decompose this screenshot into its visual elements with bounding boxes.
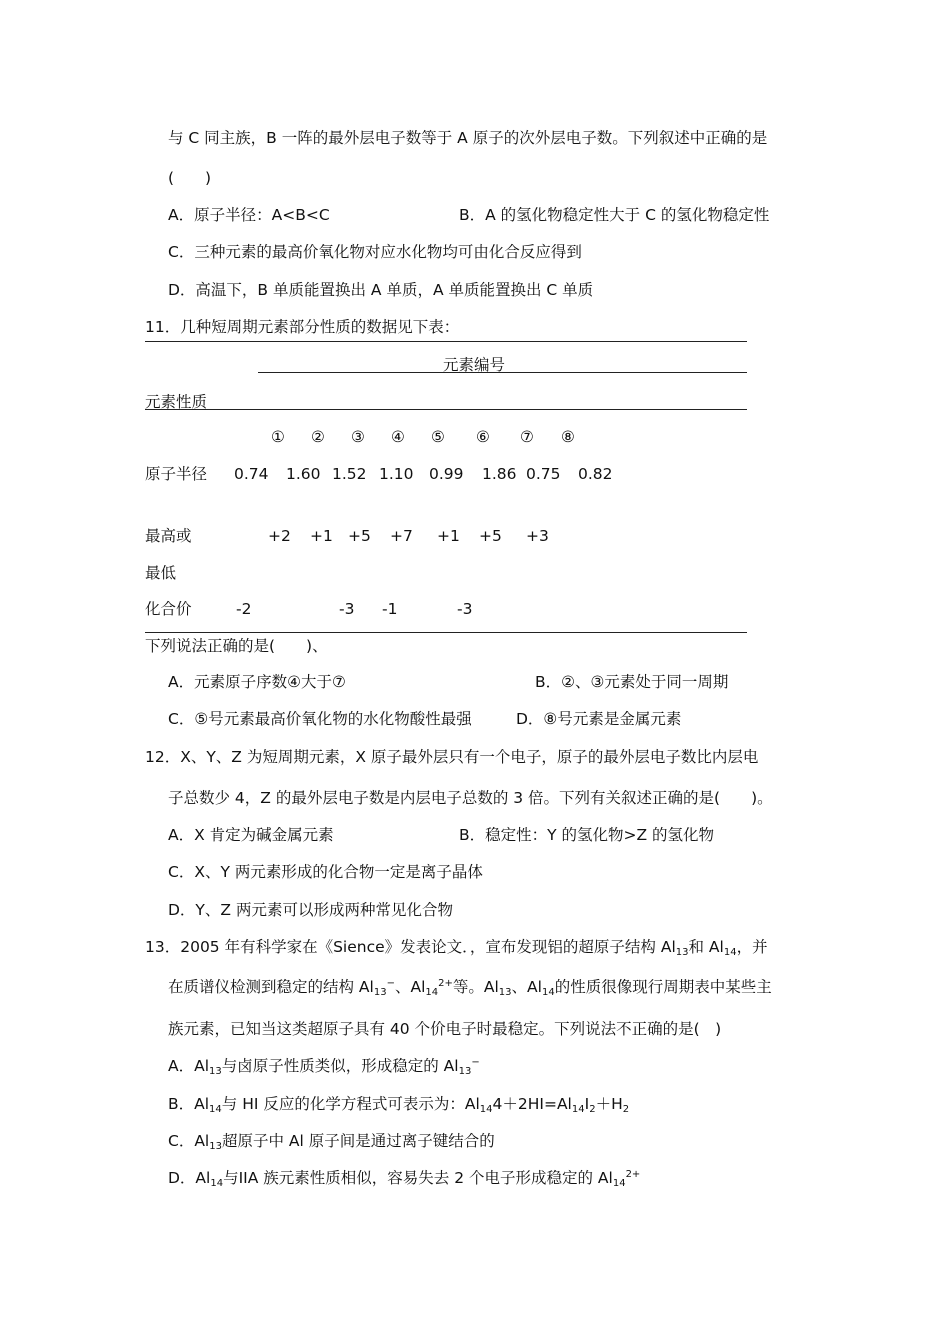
element-id-2: ② <box>311 428 325 446</box>
q12-option-d: D．Y、Z 两元素可以形成两种常见化合物 <box>168 901 453 919</box>
radius-value: 1.60 <box>286 465 321 483</box>
radius-value: 0.99 <box>429 465 464 483</box>
q13-stem-line-3: 族元素，已知当这类超原子具有 40 个价电子时最稳定。下列说法不正确的是( ) <box>168 1020 722 1038</box>
q11-stem: 11．几种短周期元素部分性质的数据见下表： <box>145 318 460 336</box>
q12-option-c: C．X、Y 两元素形成的化合物一定是离子晶体 <box>168 863 483 881</box>
min-valence: -2 <box>236 600 252 618</box>
q11-option-d: D．⑧号元素是金属元素 <box>516 710 682 728</box>
q12-stem-line-2: 子总数少 4，Z 的最外层电子数是内层电子总数的 3 倍。下列有关叙述正确的是( )。 <box>168 789 773 807</box>
radius-value: 0.82 <box>578 465 613 483</box>
q12-stem-line-1: 12．X、Y、Z 为短周期元素，X 原子最外层只有一个电子，原子的最外层电子数比内层电 <box>145 748 759 766</box>
table-header-rule <box>258 372 747 373</box>
q11-option-c: C．⑤号元素最高价氧化物的水化物酸性最强 <box>168 710 472 728</box>
q12-option-a: A．X 肯定为碱金属元素 <box>168 826 334 844</box>
max-valence: +5 <box>479 527 502 545</box>
min-valence: -3 <box>339 600 355 618</box>
q10-option-d: D．高温下，B 单质能置换出 A 单质，A 单质能置换出 C 单质 <box>168 281 594 299</box>
q10-answer-paren: ( ) <box>168 169 212 187</box>
element-id-8: ⑧ <box>561 428 575 446</box>
max-valence: +1 <box>310 527 333 545</box>
valence-row-label-3: 化合价 <box>145 600 192 618</box>
valence-row-label-1: 最高或 <box>145 527 192 545</box>
max-valence: +2 <box>268 527 291 545</box>
q11-option-b: B．②、③元素处于同一周期 <box>535 673 729 691</box>
radius-value: 1.86 <box>482 465 517 483</box>
element-id-1: ① <box>271 428 285 446</box>
q12-option-b: B．稳定性：Y 的氢化物>Z 的氢化物 <box>459 826 715 844</box>
table-header-group: 元素编号 <box>443 356 506 374</box>
radius-value: 0.75 <box>526 465 561 483</box>
radius-value: 1.52 <box>332 465 367 483</box>
q10-option-c: C．三种元素的最高价氧化物对应水化物均可由化合反应得到 <box>168 243 582 261</box>
radius-row-label: 原子半径 <box>145 465 208 483</box>
min-valence: -1 <box>382 600 398 618</box>
max-valence: +7 <box>390 527 413 545</box>
max-valence: +3 <box>526 527 549 545</box>
q10-stem-continuation: 与 C 同主族，B 一阵的最外层电子数等于 A 原子的次外层电子数。下列叙述中正确的是 <box>168 129 768 147</box>
q13-stem-line-1: 13．2005 年有科学家在《Sience》发表论文．，宣布发现铝的超原子结构 $Al_{13}$和 $Al_{14}$，并 <box>145 938 768 958</box>
q13-option-b: B．$Al_{14}$与 HI 反应的化学方程式可表示为：$Al_{14}4+2HI=Al_{14}I_2+H_2$ <box>168 1095 630 1115</box>
table-top-rule <box>145 341 747 342</box>
radius-value: 0.74 <box>234 465 269 483</box>
min-valence: -3 <box>457 600 473 618</box>
q11-option-a: A．元素原子序数④大于⑦ <box>168 673 346 691</box>
max-valence: +5 <box>348 527 371 545</box>
element-id-5: ⑤ <box>431 428 445 446</box>
element-id-7: ⑦ <box>520 428 534 446</box>
max-valence: +1 <box>437 527 460 545</box>
q10-option-a: A．原子半径：A<B<C <box>168 206 330 224</box>
q11-prompt: 下列说法正确的是( )、 <box>145 637 328 655</box>
element-id-4: ④ <box>391 428 405 446</box>
q13-option-d: D．$Al_{14}$与IIA 族元素性质相似，容易失去 2 个电子形成稳定的 $Al_{14}^{2+}$ <box>168 1169 641 1189</box>
element-id-3: ③ <box>351 428 365 446</box>
table-bottom-rule <box>145 632 747 633</box>
q10-option-b: B．A 的氢化物稳定性大于 C 的氢化物稳定性 <box>459 206 770 224</box>
radius-value: 1.10 <box>379 465 414 483</box>
table-head-bottom-rule <box>145 409 747 410</box>
valence-row-label-2: 最低 <box>145 564 177 582</box>
element-id-6: ⑥ <box>476 428 490 446</box>
q13-stem-line-2: 在质谱仪检测到稳定的结构 $Al_{13}^-$、$Al_{14}^{2+}$等。$Al_{13}$、$Al_{14}$的性质很像现行周期表中某些主 <box>168 978 772 998</box>
q13-option-c: C．$Al_{13}$超原子中 Al 原子间是通过离子键结合的 <box>168 1132 495 1152</box>
q13-option-a: A．$Al_{13}$与卤原子性质类似，形成稳定的 $Al_{13}^-$ <box>168 1057 480 1077</box>
table-row-label-header: 元素性质 <box>145 393 208 411</box>
